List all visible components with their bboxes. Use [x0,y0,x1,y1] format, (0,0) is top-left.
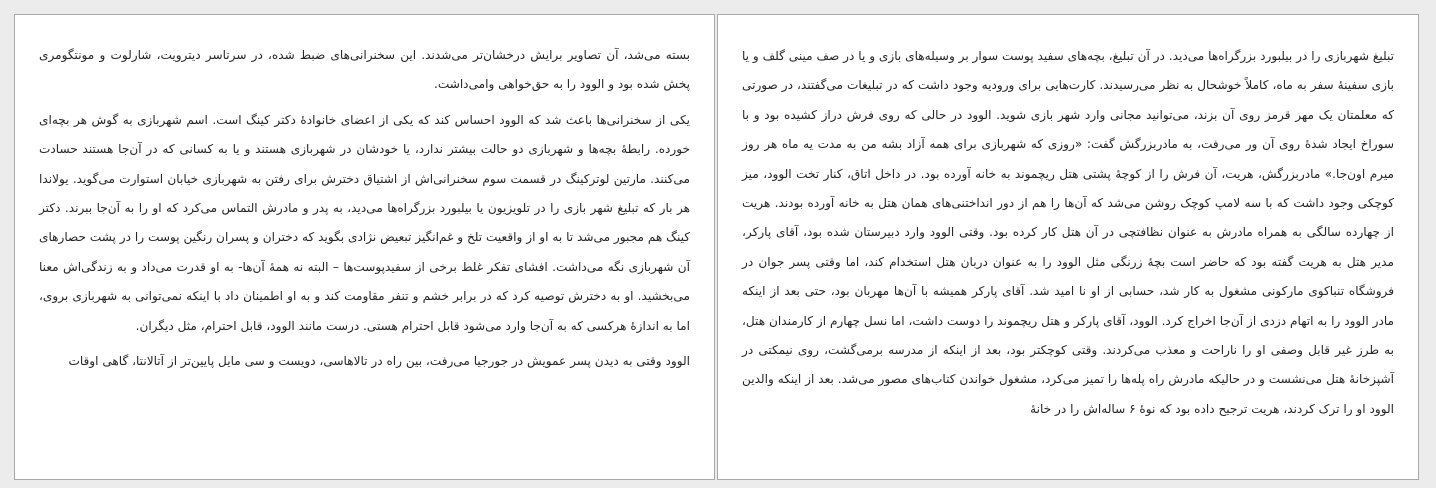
page-text [742,42,1394,430]
paragraph: تبلیغ شهربازی را در بیلبورد بزرگراه‌ها می‌دید. در آن تبلیغ، بچه‌های سفید پوست سوار بر وسیله‌های بازی و یا در صف مینی گلف و یا بازی سفینهٔ سفر به ماه، کاملاً خوشحال به نظر می‌رسیدند. کارت‌هایی برای ورودیه وجود داشت که در تبلیغات می‌گفتند، در صورتی که معلمتان یک مهر قرمز روی آن بزند، می‌توانید مجانی وارد شهر بازی شوید. الوود در حالی که روی فرش دراز کشیده بود و با سوراخ ایجاد شدهٔ روی آن ور می‌رفت، به مادربزرگش گفت: «روزی که شهربازی برای همه آزاد بشه من به مدت یه ماه هر روز میرم اون‌جا.» مادربزرگش، هریت، آن فرش را از کوچهٔ پشتی هتل ریچموند به خانه آورده بود. در داخل اتاق، کنار تخت الوود، میز کوچکی وجود داشت که با سه لامپ کوچک روشن می‌شد که آن‌ها را هم از دور انداختنی‌های همان هتل به خانه آورده بودند. هریت از چهارده سالگی به همراه مادرش به عنوان نظافتچی در آن هتل کار کرده بود. وقتی الوود وارد دبیرستان شده بود، آقای پارکر، مدیر هتل به هریت گفته بود که حاضر است بچهٔ زرنگی مثل الوود را به عنوان دربان هتل استخدام کند، اما وقتی پسر جوان در فروشگاه تنباکوی مارکونی مشغول به کار شد، حسابی از او نا امید شد. آقای پارکر همیشه با آن‌ها مهربان بود، حتی بعد از اینکه مادر الوود را به اتهام دزدی از آن‌جا اخراج کرد. الوود، آقای پارکر و هتل ریچموند را دوست داشت، اما نسل چهارم از کارمندان هتل، به طرز غیر قابل وصفی او را ناراحت و معذب می‌کردند. وقتی کوچکتر بود، بعد از اینکه از مدرسه برمی‌گشت، روی نیمکتی در آشپزخانهٔ هتل می‌نشست و در حالیکه مادرش راه پله‌ها را تمیز می‌کرد، مشغول خواندن کتاب‌های مصور می‌شد. بعد از اینکه والدین الوود او را ترک کردند، هریت ترجیح داده بود که نوهٔ ۶ ساله‌اش را در خانهٔ [742,49,1394,416]
paragraph: یکی از سخنرانی‌ها باعث شد که الوود احساس کند که یکی از اعضای خانوادهٔ دکتر کینگ است. اسم شهربازی به گوش هر بچه‌ای خورده. رابطهٔ بچه‌ها و شهربازی دو حالت بیشتر ندارد، یا خودشان در شهربازی هستند و یا به کسانی که در آن‌جا هستند حسادت می‌کنند. مارتین لوترکینگ در قسمت سوم سخنرانی‌اش از اشتیاق دخترش برای رفتن به شهربازی خیابان استوارت می‌گوید. یولاندا هر بار که تبلیغ شهر بازی را در تلویزیون یا بیلبورد بزرگراه‌ها می‌دید، به پدر و مادرش التماس می‌کرد که او را به آن‌جا ببرند. دکتر کینگ هم مجبور می‌شد تا به او از واقعیت تلخ و غم‌انگیز تبعیض نژادی بگوید که دختران و پسران رنگین پوست را در پشت حصارهای آن شهربازی نگه می‌داشت. افشای تفکر غلط برخی از سفیدپوست‌ها – البته نه همهٔ آن‌ها- به او قدرت می‌داد و به زندگی‌اش معنا می‌بخشید. او به دخترش توصیه کرد که در برابر خشم و تنفر مقاومت کند و به او اطمینان داد با اینکه نمی‌توانی به شهربازی بروی، اما به اندازهٔ هرکسی که به آن‌جا وارد می‌شود قابل احترام هستی. درست مانند الوود، قابل احترام، مثل دیگران. [39,112,690,333]
book-page-left [14,14,715,480]
paragraph: بسته می‌شد، آن تصاویر برایش درخشان‌تر می‌شدند. این سخنرانی‌های ضبط شده، در سرتاسر دیترویت، شارلوت و مونتگومری پخش شده بود و الوود را به حق‌خواهی وامی‌داشت. [39,48,690,92]
book-page-right [717,14,1419,480]
page-text [39,41,690,382]
paragraph: الوود وقتی به دیدن پسر عمویش در جورجیا می‌رفت، بین راه در تالاهاسی، دویست و سی مایل پایین‌تر از آتالانتا، گاهی اوقات [68,354,690,369]
